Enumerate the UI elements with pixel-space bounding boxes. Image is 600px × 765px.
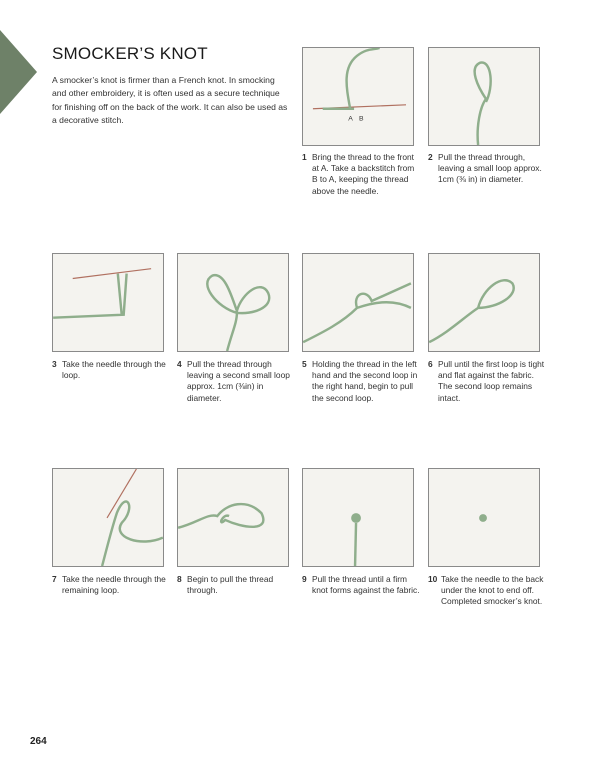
step-number: 3 — [52, 359, 57, 369]
point-b-label: B — [358, 115, 364, 123]
step-4-photo — [177, 253, 289, 352]
step-1-photo — [302, 47, 414, 146]
step-3-caption — [52, 359, 170, 381]
step-number: 2 — [428, 152, 433, 162]
step-number: 9 — [302, 574, 307, 584]
intro-text: A smocker’s knot is firmer than a French knot. In smocking and other embroidery, it is often used as a secure technique for finishing off on the back of the work. It can also be used as a decorative stitch. — [52, 75, 288, 126]
step-text: Take the needle through the loop. — [62, 359, 166, 381]
step-text: Begin to pull the thread through. — [187, 574, 274, 596]
step-10-photo — [428, 468, 540, 567]
step-3-photo — [52, 253, 164, 352]
step-9-caption — [302, 574, 420, 596]
step-text: Pull until the first loop is tight and flat against the fabric. The second loop remains intact. — [438, 359, 545, 403]
step-8-caption — [177, 574, 295, 596]
step-number: 10 — [428, 574, 438, 584]
step-text: Bring the thread to the front at A. Take a backstitch from B to A, keeping the thread above the needle. — [312, 152, 415, 196]
point-a-label: A — [348, 115, 353, 123]
step-text: Holding the thread in the left hand and the second loop in the right hand, begin to pull the second loop. — [312, 359, 418, 403]
step-8-photo — [177, 468, 289, 567]
step-number: 1 — [302, 152, 307, 162]
step-number: 6 — [428, 359, 433, 369]
step-7-caption — [52, 574, 170, 596]
step-text: Pull the thread through, leaving a small loop approx. 1cm (⅜ in) in diameter. — [438, 152, 542, 185]
step-text: Pull the thread until a firm knot forms against the fabric. — [312, 574, 420, 596]
step-1-caption — [302, 152, 420, 197]
section-tab-marker — [0, 30, 37, 114]
step-7-photo — [52, 468, 164, 567]
step-2-caption — [428, 152, 546, 186]
step-5-photo — [302, 253, 414, 352]
step-4-caption — [177, 359, 295, 404]
step-text: Pull the thread through leaving a second small loop approx. 1cm (⅜in) in diameter. — [187, 359, 290, 403]
step-number: 5 — [302, 359, 307, 369]
page-title: SMOCKER’S KNOT — [52, 44, 208, 63]
step-text: Take the needle to the back under the knot to end off. Completed smocker’s knot. — [441, 574, 544, 607]
step-5-caption — [302, 359, 420, 404]
step-number: 4 — [177, 359, 182, 369]
step-9-photo — [302, 468, 414, 567]
step-number: 8 — [177, 574, 182, 584]
step-2-photo — [428, 47, 540, 146]
step-number: 7 — [52, 574, 57, 584]
step-6-photo — [428, 253, 540, 352]
step-10-caption — [428, 574, 546, 608]
step-text: Take the needle through the remaining loop. — [62, 574, 166, 596]
step-6-caption — [428, 359, 546, 404]
page-number: 264 — [30, 736, 47, 747]
